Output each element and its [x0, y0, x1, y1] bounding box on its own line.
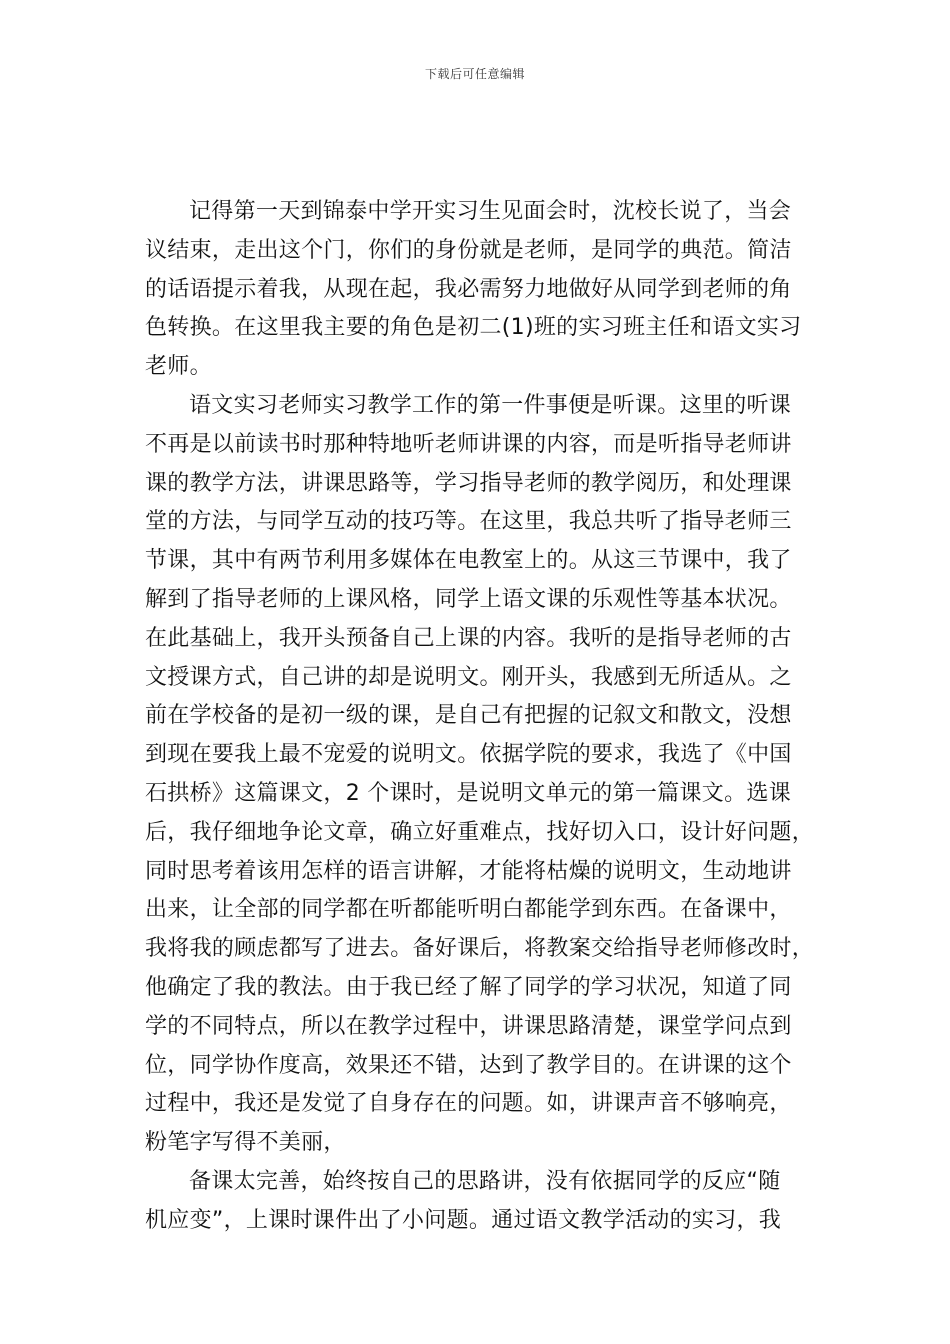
text-line: 节课，其中有两节利用多媒体在电教室上的。从这三节课中，我了	[145, 548, 792, 574]
text-line: 粉笔字写得不美丽，	[145, 1130, 346, 1156]
text-line: 的话语提示着我，从现在起，我必需努力地做好从同学到老师的角	[145, 276, 792, 302]
text-line: 出来，让全部的同学都在听都能听明白都能学到东西。在备课中，	[145, 897, 792, 923]
text-line: 石拱桥》这篇课文，2 个课时，是说明文单元的第一篇课文。选课	[145, 780, 791, 806]
text-line: 同时思考着该用怎样的语言讲解，才能将枯燥的说明文，生动地讲	[145, 858, 792, 884]
text-line: 到现在要我上最不宠爱的说明文。依据学院的要求，我选了《中国	[145, 742, 792, 768]
text-line: 老师。	[145, 354, 212, 380]
text-line: 色转换。在这里我主要的角色是初二(1)班的实习班主任和语文实习	[145, 315, 802, 341]
text-line: 备课太完善，始终按自己的思路讲，没有依据同学的反应“随	[189, 1168, 781, 1194]
text-line: 他确定了我的教法。由于我已经了解了同学的学习状况，知道了同	[145, 974, 792, 1000]
text-line: 议结束，走出这个门，你们的身份就是老师，是同学的典范。简洁	[145, 237, 792, 263]
text-line: 语文实习老师实习教学工作的第一件事便是听课。这里的听课	[189, 392, 792, 418]
text-line: 前在学校备的是初一级的课，是自己有把握的记叙文和散文，没想	[145, 703, 792, 729]
text-line: 过程中，我还是发觉了自身存在的问题。如，讲课声音不够响亮，	[145, 1091, 792, 1117]
text-line: 堂的方法，与同学互动的技巧等。在这里，我总共听了指导老师三	[145, 509, 792, 535]
text-line: 不再是以前读书时那种特地听老师讲课的内容，而是听指导老师讲	[145, 431, 792, 457]
text-line: 解到了指导老师的上课风格，同学上语文课的乐观性等基本状况。	[145, 586, 792, 612]
text-line: 文授课方式，自己讲的却是说明文。刚开头，我感到无所适从。之	[145, 664, 792, 690]
text-line: 课的教学方法，讲课思路等，学习指导老师的教学阅历，和处理课	[145, 470, 792, 496]
text-line: 我将我的顾虑都写了进去。备好课后，将教案交给指导老师修改时，	[145, 936, 815, 962]
page-header: 下载后可任意编辑	[424, 67, 525, 81]
text-line: 机应变”，上课时课件出了小问题。通过语文教学活动的实习，我	[145, 1207, 782, 1233]
text-line: 在此基础上，我开头预备自己上课的内容。我听的是指导老师的古	[145, 625, 792, 651]
text-line: 后，我仔细地争论文章，确立好重难点，找好切入口，设计好问题，	[145, 819, 815, 845]
text-line: 位，同学协作度高，效果还不错，达到了教学目的。在讲课的这个	[145, 1052, 792, 1078]
text-line: 记得第一天到锦泰中学开实习生见面会时，沈校长说了，当会	[189, 199, 792, 224]
body-text	[145, 193, 815, 1241]
text-line: 学的不同特点，所以在教学过程中，讲课思路清楚，课堂学问点到	[145, 1013, 792, 1039]
